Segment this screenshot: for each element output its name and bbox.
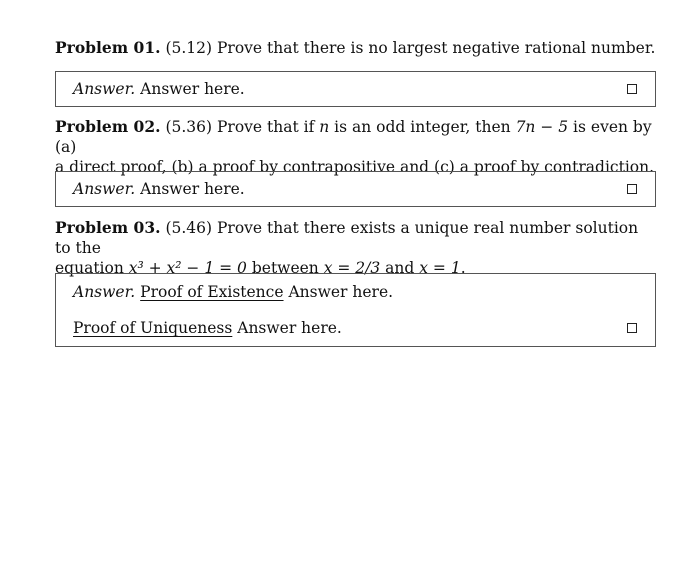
answer-placeholder: Answer here. bbox=[140, 180, 245, 198]
problem-03-bound-2: x = 1 bbox=[419, 259, 461, 277]
problem-02-expr: 7n − 5 bbox=[515, 118, 569, 136]
answer-box-01[interactable] bbox=[55, 71, 656, 107]
answer-placeholder: Answer here. bbox=[140, 80, 245, 98]
problem-03-text-line1: Prove that there exists a unique real number solution to the bbox=[55, 219, 639, 257]
answer-row-01 bbox=[56, 72, 655, 106]
proof-of-uniqueness-label: Proof of Uniqueness bbox=[73, 319, 233, 337]
problem-01-ref: (5.12) bbox=[165, 39, 213, 57]
answer-placeholder: Answer here. bbox=[237, 319, 342, 337]
problem-03-equation: x³ + x² − 1 = 0 bbox=[128, 259, 247, 277]
qed-square-icon bbox=[627, 184, 637, 194]
problem-02-title: Problem 02. bbox=[55, 117, 161, 136]
qed-square-icon bbox=[627, 323, 637, 333]
problem-03-text-d: . bbox=[460, 259, 466, 277]
problem-03-bound-1: x = 2/3 bbox=[323, 259, 381, 277]
answer-box-03[interactable] bbox=[55, 273, 656, 347]
problem-03-title: Problem 03. bbox=[55, 218, 161, 237]
problem-02-var-n: n bbox=[319, 118, 330, 136]
answer-keyword: Answer. bbox=[73, 80, 136, 98]
problem-03 bbox=[55, 218, 658, 278]
problem-03-line-1 bbox=[55, 218, 658, 258]
answer-keyword: Answer. bbox=[73, 180, 136, 198]
problem-01-title: Problem 01. bbox=[55, 38, 161, 57]
answer-placeholder: Answer here. bbox=[288, 283, 394, 301]
answer-row-uniqueness bbox=[56, 310, 655, 346]
problem-03-text-a: equation bbox=[55, 259, 129, 277]
problem-01-text: Prove that there is no largest negative rational number. bbox=[217, 39, 656, 57]
problem-01 bbox=[55, 38, 658, 58]
problem-02-line-1 bbox=[55, 117, 658, 157]
proof-of-existence-label: Proof of Existence bbox=[140, 283, 284, 301]
answer-row-existence bbox=[56, 274, 655, 310]
qed-square-icon bbox=[627, 84, 637, 94]
problem-02-text-c: is even by (a) bbox=[55, 118, 652, 156]
problem-03-ref: (5.46) bbox=[165, 219, 213, 237]
problem-02-line-2: a direct proof, (b) a proof by contrapositive and (c) a proof by contradiction. bbox=[55, 158, 655, 176]
problem-03-text-c: and bbox=[380, 259, 420, 277]
answer-row-02 bbox=[56, 172, 655, 206]
problem-02 bbox=[55, 117, 658, 177]
answer-keyword: Answer. bbox=[73, 283, 136, 301]
problem-03-text-b: between bbox=[246, 259, 324, 277]
problem-02-text-b: is an odd integer, then bbox=[329, 118, 516, 136]
problem-02-text-a: Prove that if bbox=[217, 118, 320, 136]
answer-box-02[interactable] bbox=[55, 171, 656, 207]
problem-02-ref: (5.36) bbox=[165, 118, 213, 136]
